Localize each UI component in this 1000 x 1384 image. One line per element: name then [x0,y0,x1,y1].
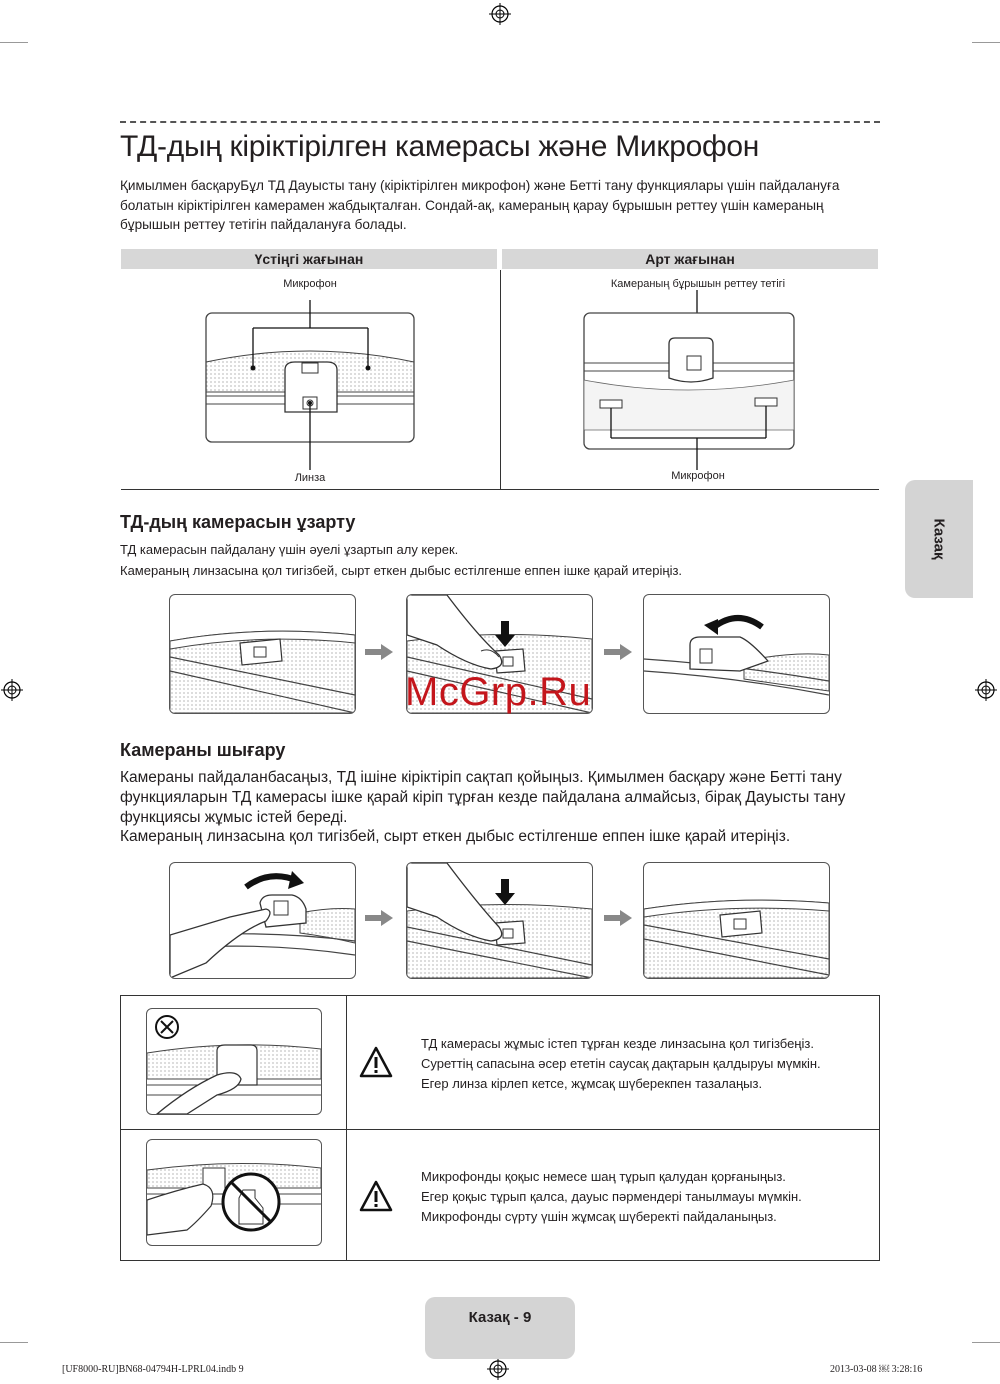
back-view-lever-label: Камераның бұрышын реттеу тетігі [610,278,786,290]
retract-step-3-figure [643,862,830,979]
back-view-header: Арт жағынан [502,249,878,269]
step-arrow-icon [365,644,393,660]
warning-2-line: Егер қоқыс тұрып қалса, дауыс пәрмендері танылмауы мүмкін. [421,1189,802,1204]
views-bottom-rule [121,489,879,490]
views-divider [500,270,501,489]
extend-step-1-figure [169,594,356,714]
extend-line-2: Камераның линзасына қол тигізбей, сырт еткен дыбыс естілгенше еппен ішке қарай итеріңіз. [120,563,683,578]
warning-2-line: Микрофонды қоқыс немесе шаң тұрып қалудан қорғаныңыз. [421,1169,786,1184]
registration-mark-right [975,679,997,701]
step-arrow-icon [604,644,632,660]
language-side-tab-label: Казақ [930,518,948,560]
push-camera-down-illustration [170,863,355,978]
page-number: Казақ - 9 [468,1309,532,1326]
top-view-mic-label: Микрофон [283,278,337,290]
back-view-diagram [583,290,795,470]
extend-line-1: ТД камерасын пайдалану үшін әуелі ұзартып алу керек. [120,542,459,557]
warning-triangle-icon [359,1046,393,1078]
registration-mark-bottom [487,1358,509,1380]
footer-timestamp: 2013-03-08 ￼ 3:28:16 [830,1364,923,1375]
step-arrow-icon [365,910,393,926]
tv-camera-flush-illustration [170,595,355,713]
camera-stored-illustration [644,863,829,978]
page-number-box [425,1297,575,1359]
retract-paragraph: Камераны пайдаланбасаңыз, ТД ішіне кіріктіріп сақтап қойыңыз. Қимылмен басқару және Бетті тану функцияларын ТД камерасы ішке қарай кіріп тұрған кезде пайдалана алмайсыз, бірақ Дауысты тану функциясы жұмыс істей береді. [120,769,846,826]
warning-triangle-icon [359,1180,393,1212]
no-spray-cleaning-illustration [147,1140,321,1245]
top-view-lens-label: Линза [294,472,326,484]
page-title: ТД-дың кіріктірілген камерасы және Микрофон [120,130,759,163]
crop-mark [972,1342,1000,1343]
warning-2-figure [146,1139,322,1246]
step-arrow-icon [604,910,632,926]
crop-mark [0,1342,28,1343]
language-side-tab [905,480,973,598]
warning-1-line: Егер линза кірлеп кетсе, жұмсақ шүберекпен тазалаңыз. [421,1076,763,1091]
crop-mark [0,42,28,43]
registration-mark-left [1,679,23,701]
camera-popped-up-illustration [644,595,829,713]
crop-mark [972,42,1000,43]
footer-file-info: [UF8000-RU]BN68-04794H-LPRL04.indb 9 [62,1364,244,1375]
warnings-table [120,995,880,1261]
intro-paragraph: Қимылмен басқаруБұл ТД Дауысты тану (кіріктірілген микрофон) және Бетті тану функциялары үшін пайдалануға болатын кіріктірілген камерамен жабдықталған. Сондай-ақ, камераның қарау бұрышын реттеу үшін камераның бұрышын реттеу тетігін пайдалануға болады. [120,178,840,232]
retract-step-1-figure [169,862,356,979]
warning-1-text [421,1034,821,1094]
warning-2-line: Микрофонды сүрту үшін жұмсақ шүберекті пайдаланыңыз. [421,1209,777,1224]
warning-1-line: Суреттің сапасына әсер ететін саусақ дақтарын қалдыруы мүмкін. [421,1056,821,1071]
retract-heading: Камераны шығару [120,740,286,760]
retract-paragraph-2: Камераның линзасына қол тигізбей, сырт еткен дыбыс естілгенше еппен ішке қарай итеріңіз. [120,828,791,845]
extend-heading: ТД-дың камерасын ұзарту [120,512,356,532]
finger-push-camera-illustration [407,863,592,978]
watermark: McGrp.Ru [405,670,592,714]
extend-step-3-figure [643,594,830,714]
retract-step-2-figure [406,862,593,979]
top-view-header: Үстіңгі жағынан [121,249,497,269]
finger-on-lens-illustration [147,1009,321,1114]
registration-mark-top [489,3,511,25]
warning-1-figure [146,1008,322,1115]
dashed-rule [120,121,880,123]
warning-2-text [421,1167,802,1227]
top-view-diagram [205,300,415,470]
warning-1-line: ТД камерасы жұмыс істеп тұрған кезде линзасына қол тигізбеңіз. [421,1036,814,1051]
back-view-mic-label: Микрофон [671,470,725,482]
